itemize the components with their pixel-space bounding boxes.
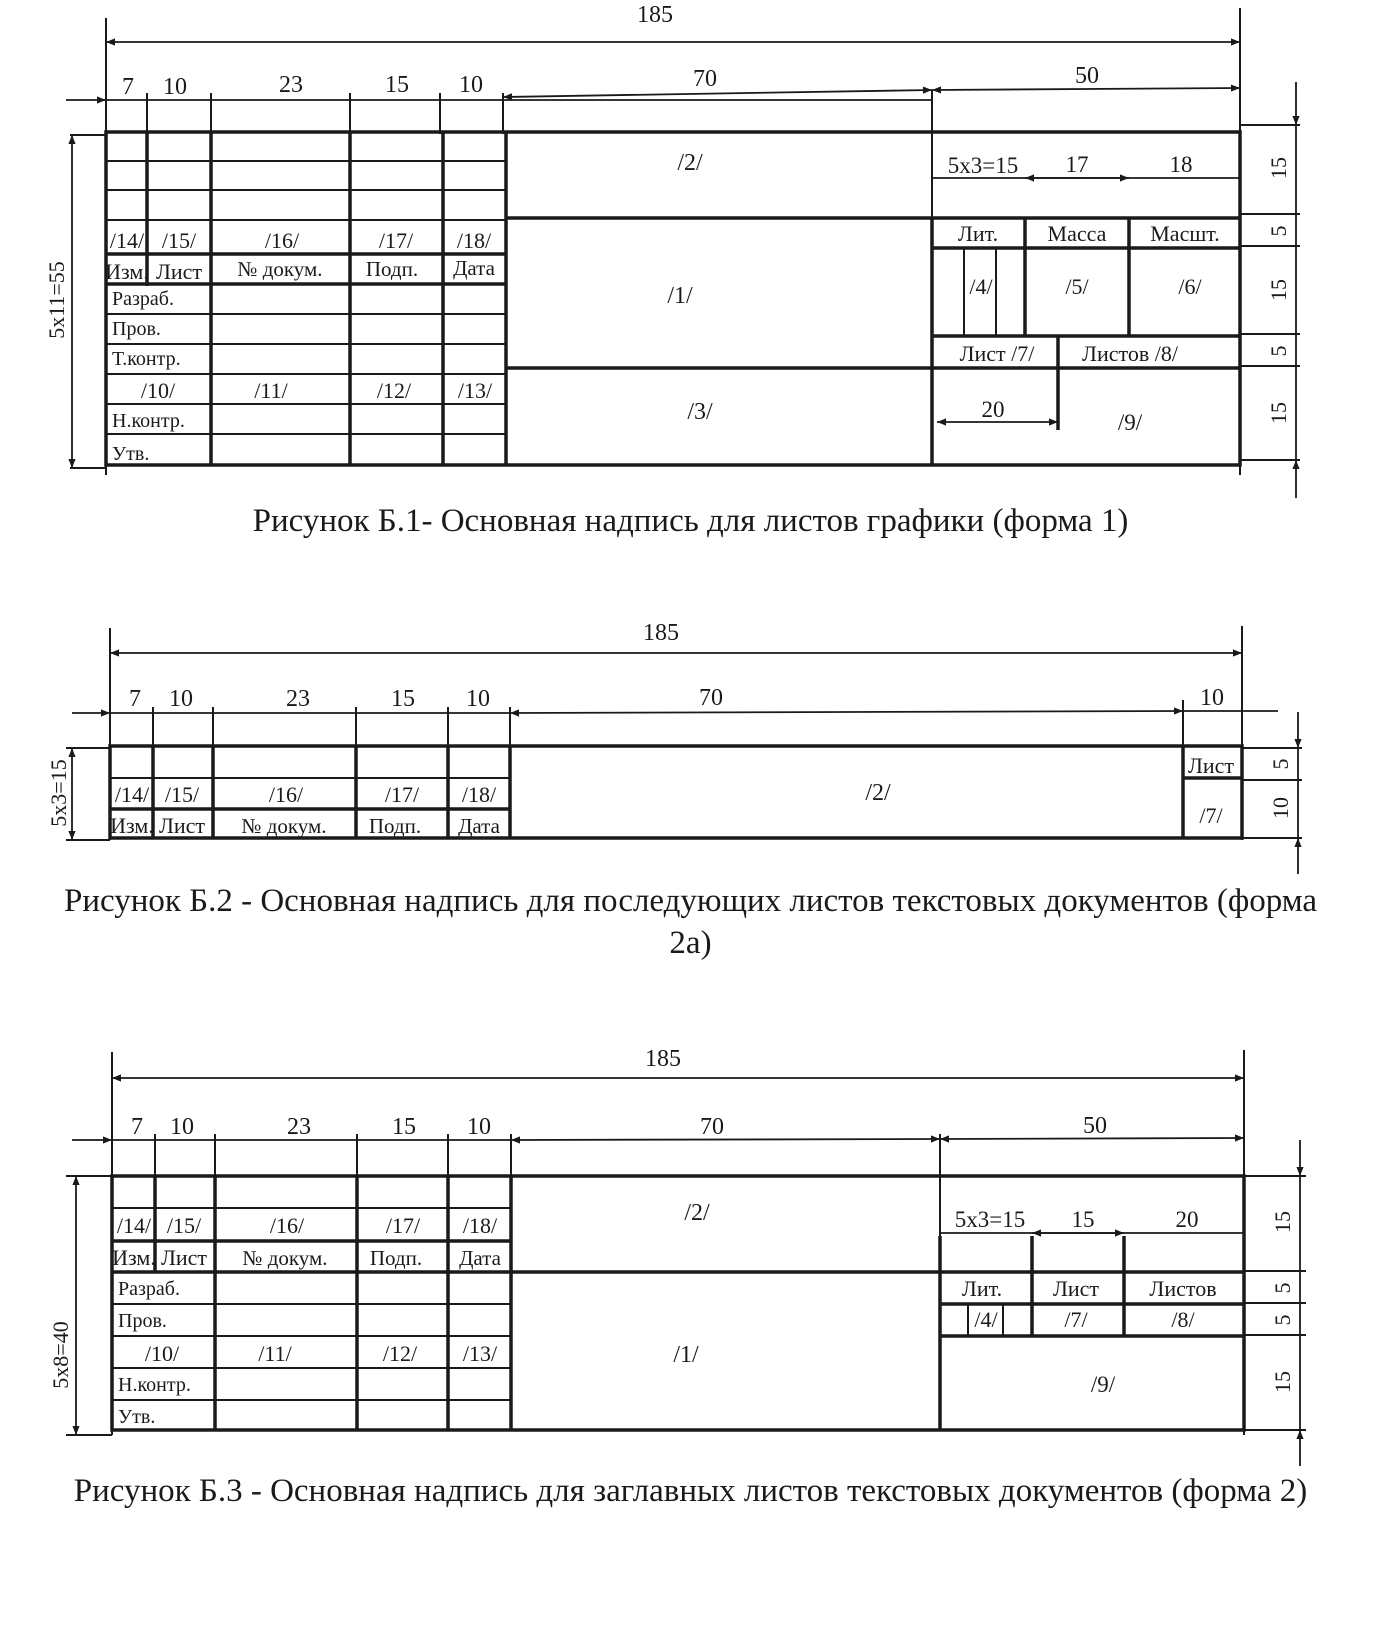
b1-header-label: Дата [453, 256, 495, 280]
b1-header-label: Лист [155, 259, 203, 284]
b3-dim-col: 70 [700, 1114, 724, 1140]
b1-org-field: /9/ [1117, 410, 1143, 435]
b3-dim-total: 185 [645, 1046, 681, 1072]
b2-dim-total: 185 [643, 620, 679, 646]
b3-title-field: /2/ [684, 1200, 710, 1226]
b1-stamp-label: Масса [1047, 221, 1107, 246]
b1-dim-row: 5 [1266, 225, 1291, 237]
b3-field-number: /15/ [166, 1213, 202, 1238]
b1-row-number: /11/ [254, 378, 288, 403]
b2-dim-col: 70 [699, 685, 723, 711]
b2-header-label: Лист [158, 813, 206, 838]
b3-dim-right-sub: 15 [1071, 1207, 1095, 1232]
b2-sheet-label: Лист [1187, 753, 1235, 778]
b2-field-number: /14/ [114, 782, 150, 807]
b2-dim-height: 5x3=15 [46, 759, 71, 827]
b1-header-label: Изм. [105, 259, 149, 284]
b1-dim-row: 15 [1266, 157, 1291, 179]
b1-field-number: /18/ [456, 228, 492, 253]
b2-dim-col: 10 [1200, 685, 1224, 711]
b3-title-field: /1/ [673, 1342, 699, 1368]
b3-header-label: Изм. [112, 1245, 156, 1270]
b1-stamp-label: Масшт. [1150, 221, 1220, 246]
b3-stamp-value: /7/ [1064, 1307, 1088, 1332]
b1-dim-total: 185 [637, 2, 673, 28]
b3-header-label: Лист [160, 1245, 208, 1270]
b1-row-number: /13/ [457, 378, 493, 403]
b3-row-number: /11/ [258, 1341, 292, 1366]
b2-sheet-value: /7/ [1199, 803, 1223, 828]
b3-dim-col: 23 [287, 1114, 311, 1140]
b1-dim-col: 50 [1075, 63, 1099, 89]
b1-stamp-value: /4/ [969, 274, 993, 299]
figure-b1 [44, 2, 1300, 498]
b3-dim-right-sub: 5x3=15 [954, 1207, 1026, 1232]
b1-stamp-value: /5/ [1065, 274, 1089, 299]
b1-role-label: Т.контр. [112, 348, 181, 370]
b1-dim-right-sub: 18 [1169, 152, 1193, 177]
b2-dim-col: 7 [129, 686, 141, 712]
b2-dim-col: 10 [169, 686, 193, 712]
b3-role-label: Н.контр. [118, 1374, 191, 1396]
b3-org-field: /9/ [1090, 1372, 1116, 1397]
b3-stamp-label: Лист [1052, 1276, 1100, 1301]
b2-dim-col: 15 [391, 686, 415, 712]
b2-field-number: /16/ [268, 782, 304, 807]
b1-dim-row: 15 [1266, 402, 1291, 424]
b3-row-number: /12/ [382, 1341, 418, 1366]
b1-field-number: /15/ [161, 228, 197, 253]
b1-caption: Рисунок Б.1- Основная надпись для листов графики (форма 1) [252, 503, 1129, 539]
figure-b2 [46, 620, 1302, 874]
b3-row-number: /13/ [462, 1341, 498, 1366]
b2-dim-col: 10 [466, 686, 490, 712]
b3-dim-row: 5 [1270, 1282, 1295, 1294]
b3-header-label: № докум. [242, 1246, 328, 1270]
b3-row-number: /10/ [144, 1341, 180, 1366]
b1-field-number: /17/ [378, 228, 414, 253]
b3-dim-right-sub: 20 [1175, 1207, 1199, 1232]
b3-stamp-value: /4/ [974, 1307, 998, 1332]
b2-header-label: Дата [458, 814, 500, 838]
b1-header-label: № докум. [237, 257, 323, 281]
b3-dim-row: 5 [1270, 1314, 1295, 1326]
b1-role-label: Утв. [112, 443, 150, 465]
b1-dim-row: 15 [1266, 279, 1291, 301]
b3-dim-col: 10 [467, 1114, 491, 1140]
b3-field-number: /17/ [385, 1213, 421, 1238]
b3-dim-col: 15 [392, 1114, 416, 1140]
b2-dim-row: 5 [1268, 758, 1293, 770]
b1-dim-row: 5 [1266, 345, 1291, 357]
b2-field-number: /18/ [461, 782, 497, 807]
b1-dim-height: 5x11=55 [44, 261, 69, 339]
figure-b3 [48, 1046, 1306, 1466]
b1-field-number: /14/ [109, 228, 145, 253]
b1-stamp-value: /6/ [1178, 274, 1202, 299]
b3-stamp-label: Лит. [961, 1276, 1003, 1301]
b3-header-label: Дата [459, 1246, 501, 1270]
b3-dim-col: 50 [1083, 1113, 1107, 1139]
b1-sheet-label: Лист /7/ [959, 341, 1035, 366]
b3-dim-row: 15 [1270, 1211, 1295, 1233]
b2-title-field: /2/ [865, 780, 891, 806]
b1-row-number: /12/ [376, 378, 412, 403]
b3-dim-col: 10 [170, 1114, 194, 1140]
b1-role-label: Н.контр. [112, 410, 185, 432]
b3-thin-lines [112, 1208, 1003, 1400]
b2-caption: Рисунок Б.2 - Основная надпись для последующих листов текстовых документов (форма 2а) [63, 883, 1318, 961]
b3-caption: Рисунок Б.3 - Основная надпись для заглавных листов текстовых документов (форма 2) [73, 1473, 1308, 1509]
b1-dim-right-sub: 5x3=15 [947, 153, 1019, 178]
b3-dim-col: 7 [131, 1114, 143, 1140]
b3-role-label: Утв. [118, 1406, 156, 1428]
b3-role-label: Пров. [118, 1310, 167, 1332]
b1-dim-col: 70 [693, 66, 717, 92]
b1-header-label: Подп. [365, 257, 419, 281]
b1-row-number: /10/ [140, 378, 176, 403]
b2-header-label: № докум. [241, 814, 327, 838]
b2-field-number: /15/ [164, 782, 200, 807]
b1-role-label: Разраб. [112, 288, 174, 310]
b3-field-number: /14/ [116, 1213, 152, 1238]
b2-header-label: Подп. [368, 814, 422, 838]
b1-stamp-label: Лит. [957, 221, 999, 246]
b1-dim-col: 15 [385, 72, 409, 98]
b1-title-field: /3/ [687, 399, 713, 425]
b3-role-label: Разраб. [118, 1278, 180, 1300]
b3-stamp-label: Листов [1149, 1276, 1217, 1301]
b1-dim-col: 10 [163, 74, 187, 100]
b2-dim-col: 23 [286, 686, 310, 712]
b2-header-label: Изм. [110, 813, 154, 838]
b3-dim-height: 5x8=40 [48, 1321, 73, 1389]
b3-dim-row: 15 [1270, 1371, 1295, 1393]
b1-dim-right-sub: 17 [1065, 152, 1089, 177]
b1-title-field: /2/ [677, 150, 703, 176]
b1-role-label: Пров. [112, 318, 161, 340]
b3-field-number: /16/ [269, 1213, 305, 1238]
b3-header-label: Подп. [369, 1246, 423, 1270]
b1-dim-col: 7 [122, 74, 134, 100]
b3-stamp-value: /8/ [1171, 1307, 1195, 1332]
b2-field-number: /17/ [384, 782, 420, 807]
b1-title-field: /1/ [667, 283, 693, 309]
b2-dimension-lines [72, 653, 1298, 874]
b1-field-number: /16/ [264, 228, 300, 253]
b1-sheets-label: Листов /8/ [1082, 341, 1178, 366]
b1-dim-col: 10 [459, 72, 483, 98]
b3-field-number: /18/ [462, 1213, 498, 1238]
b1-dim-col: 23 [279, 72, 303, 98]
b2-dim-row: 10 [1268, 797, 1293, 819]
b1-dim-bottom-sub: 20 [981, 397, 1005, 422]
